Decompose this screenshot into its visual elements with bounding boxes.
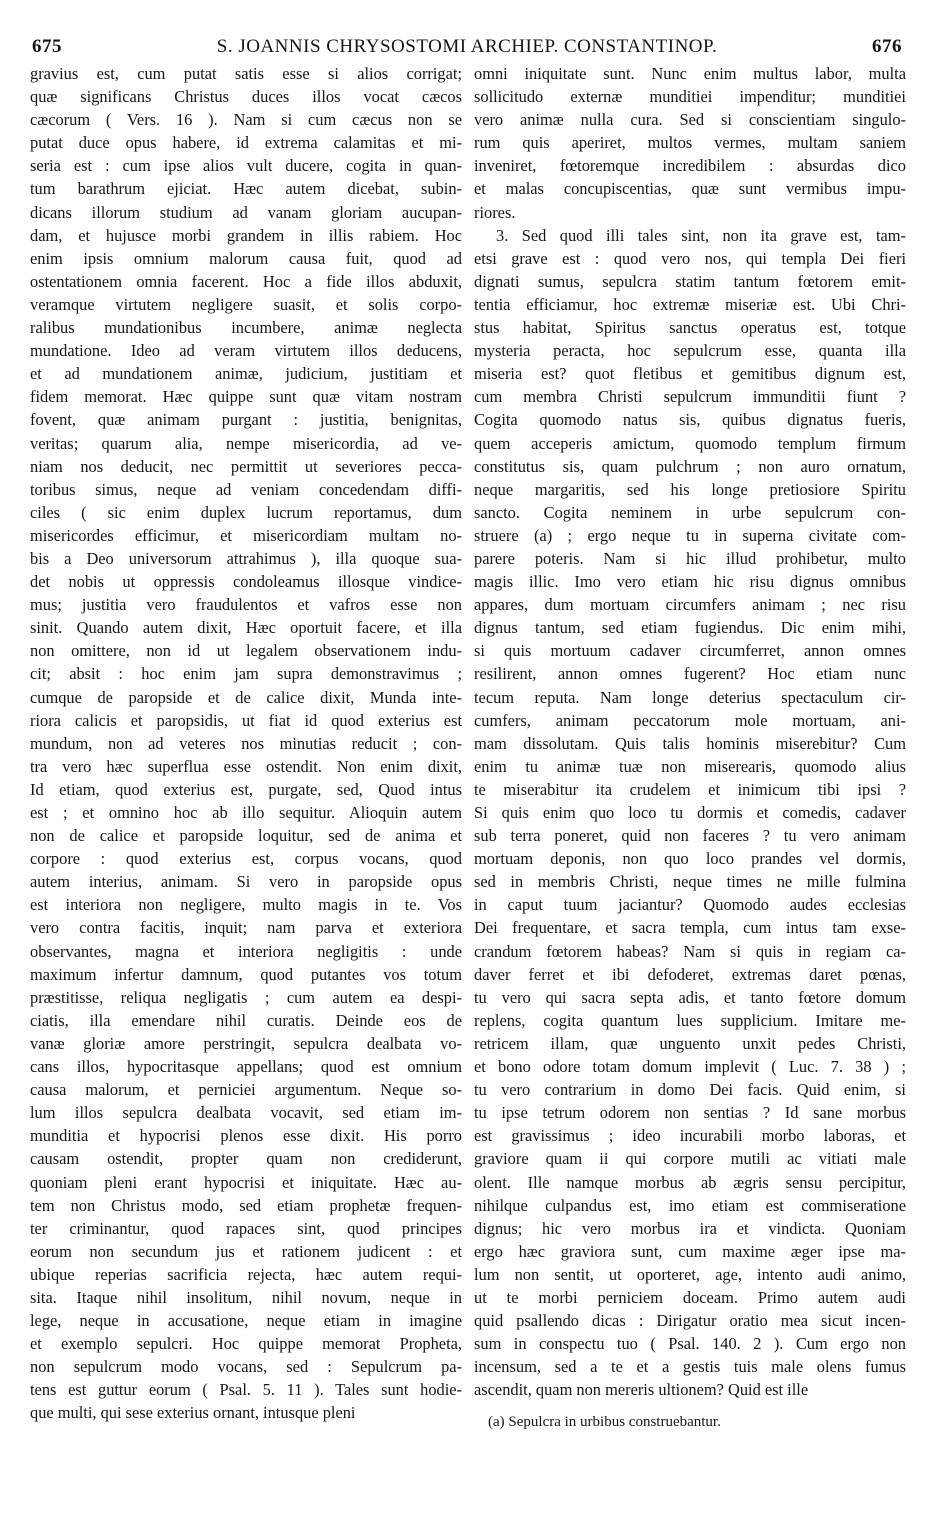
text-line: eorum non secundum jus et rationem judicent : et <box>30 1241 462 1261</box>
text-line: te miserabitur ita crudelem et inimicum tibi ipsi ? <box>474 779 906 799</box>
text-line: nihilque culpandus est, imo etiam est commiseratione <box>474 1195 906 1215</box>
page-number-left: 675 <box>32 36 62 57</box>
text-line: non omittere, non id ut legalem observationem indu- <box>30 641 462 661</box>
text-line: lege, neque in accusatione, neque etiam in imagine <box>30 1311 462 1331</box>
text-line: sita. Itaque nihil insolitum, nihil novum, neque in <box>30 1287 462 1307</box>
text-line: mam dissolutam. Quis talis hominis miserebitur? Cum <box>474 733 906 753</box>
text-line: tu ipse tetrum odorem non sentias ? Id sane morbus <box>474 1103 906 1123</box>
text-line: miseria est? quot fletibus et gemitibus dignum est, <box>474 364 906 384</box>
text-line: toribus simus, neque ad veniam concedendam diffi- <box>30 479 462 499</box>
text-line: enim tu animæ tuæ non miserearis, quomodo alius <box>474 756 906 776</box>
text-line: et ad mundationem animæ, judicium, justitiam et <box>30 364 462 384</box>
text-line: ralibus mundationibus incumbere, animæ neglecta <box>30 318 462 338</box>
text-line: Si quis enim quo loco tu dormis et comedis, cadaver <box>474 803 906 822</box>
text-line: est interiora non negligere, multo magis in te. Vos <box>30 895 462 915</box>
text-line: ter criminantur, quod rapaces sint, quod principes <box>30 1218 462 1238</box>
text-line: dignati sumus, sepulcra statim tantum fœtorem emit- <box>474 271 906 291</box>
text-line: ascendit, quam non mereris ultionem? Quid est ille <box>474 1380 809 1400</box>
text-line: struere (a) ; ergo neque tu in superna civitate com- <box>474 525 906 545</box>
text-line: in caput tuum jaciantur? Quomodo audes ecclesias <box>474 895 906 915</box>
text-line: tens est guttur eorum ( Psal. 5. 11 ). Tales sunt hodie- <box>30 1380 462 1400</box>
text-line: crandum fœtorem habeas? Nam si quis in regiam ca- <box>474 941 906 961</box>
text-line: enim ipsis omnium malorum causa fuit, quod ad <box>30 248 462 268</box>
text-line: lum non sentit, ut oporteret, age, intento audi animo, <box>474 1264 906 1284</box>
text-line: incensum, sed a te et a gestis tuis male olens fumus <box>474 1357 906 1377</box>
text-line: ubique reperias sacrificia rejecta, hæc autem requi- <box>30 1264 462 1284</box>
text-line: vero animæ nulla cura. Sed si conscientiam singulo- <box>474 110 906 130</box>
text-line: dam, et hujusce morbi grandem in illis rabiem. Hoc <box>30 225 462 245</box>
text-line: cum membra Christi sepulcrum immunditii fiunt ? <box>474 387 906 407</box>
text-line: ergo hæc graviora sunt, cum maxime æger ipse ma- <box>474 1241 906 1261</box>
right-column <box>474 62 906 1435</box>
text-line: dignus tantum, sed etiam fugiendus. Dic enim mihi, <box>474 618 906 638</box>
text-line: retricem illam, quæ unguento unxit pedes Christi, <box>474 1033 906 1053</box>
text-line: causam ostendit, propter quam non crediderunt, <box>30 1149 462 1169</box>
text-line: daver ferret et ibi defoderet, extremas daret pœnas, <box>474 964 906 984</box>
text-line: tu vero qui sacra septa adis, et tanto fœtore domum <box>474 987 906 1007</box>
text-line: sed in membris Christi, neque times ne mille fulmina <box>474 872 906 892</box>
text-line: cæcorum ( Vers. 16 ). Nam si cum cæcus non se <box>30 110 462 130</box>
text-line: bis a Deo universorum attrahimus ), illa quoque sua- <box>30 548 462 568</box>
text-line: ut te morbi perniciem doceam. Primo autem audi <box>474 1287 906 1307</box>
text-line: parere poteris. Nam si hic illud prohibetur, multo <box>474 548 906 568</box>
text-line: mortuam deponis, non quo loco prandes vel dormis, <box>474 849 906 869</box>
text-line: misericordes efficimur, et misericordiam multam no- <box>30 525 462 545</box>
text-line: riores. <box>474 202 516 222</box>
text-line: mundatione. Ideo ad veram virtutem illos deducens, <box>30 341 462 361</box>
text-line: vero contra facitis, inquit; nam parva et exteriora <box>30 918 462 938</box>
text-line: quoniam pleni erant hypocrisi et iniquitate. Hæc au- <box>30 1172 462 1192</box>
text-line: ostentationem omnia facerent. Hoc a fide illos abduxit, <box>30 271 462 291</box>
footnote: (a) Sepulcra in urbibus construebantur. <box>488 1414 721 1431</box>
text-line: tentia efficiamur, hoc extremæ miseriæ est. Ubi Chri- <box>474 294 906 314</box>
text-line: observantes, magna et interiora negligitis : unde <box>30 941 462 961</box>
text-line: riora calicis et paropsidis, ut fiat id quod exterius est <box>30 710 462 730</box>
text-line: rum quis aperiret, multos vermes, multam saniem <box>474 133 906 153</box>
text-line: omni iniquitate sunt. Nunc enim multus labor, multa <box>474 64 906 83</box>
text-line: etsi grave est : quod vero nos, qui templa Dei fieri <box>474 248 906 268</box>
text-line: olent. Ille namque morbus ab ægris sensu percipitur, <box>474 1172 906 1192</box>
text-line: sum in conspectu tuo ( Psal. 140. 2 ). Cum ergo non <box>474 1334 906 1354</box>
text-line: præstitisse, reliqua negligatis ; cum autem ea despi- <box>30 987 462 1007</box>
text-line: ciatis, illa emendare nihil curatis. Deinde eos de <box>30 1010 462 1030</box>
text-line: et bono odore totam domum implevit ( Luc. 7. 38 ) ; <box>474 1057 906 1077</box>
text-line: sollicitudo externæ munditiei impenditur; munditiei <box>474 87 906 107</box>
text-line: replens, cogita quantum lues supplicium. Imitare me- <box>474 1010 906 1030</box>
text-line: mundum, non ad veteres nos minutias reducit ; con- <box>30 733 462 753</box>
text-line: tecum reputa. Nam longe deterius spectaculum cir- <box>474 687 906 707</box>
text-line: et exemplo sepulcri. Hoc quippe memorat Propheta, <box>30 1334 462 1354</box>
text-line: 3. Sed quod illi tales sint, non ita grave est, tam- <box>496 225 906 245</box>
text-line: magis illic. Imo vero etiam hic risu dignus omnibus <box>474 572 906 592</box>
text-line: vanæ gloriæ amore perstringit, sepulcra dealbata vo- <box>30 1033 462 1053</box>
text-line: Dei frequentare, et sacra templa, cum intus tam exse- <box>474 918 906 938</box>
text-line: et malas concupiscentias, quæ sunt vermibus impu- <box>474 179 906 199</box>
text-line: est ; et omnino hoc ab illo sequitur. Alioquin autem <box>30 803 462 822</box>
text-line: cumfers, animam peccatorum mole mortuam, ani- <box>474 710 906 730</box>
text-line: mysteria peracta, hoc sepulcrum esse, quanta illa <box>474 341 906 361</box>
text-line: sancto. Cogita neminem in urbe sepulcrum con- <box>474 502 906 522</box>
text-line: quid psallendo dicas : Dirigatur oratio mea sicut incen- <box>474 1311 906 1331</box>
text-line: sinit. Quando autem dixit, Hæc oportuit facere, et illa <box>30 618 462 638</box>
text-line: lum illos sepulcra dealbata vocavit, sed etiam im- <box>30 1103 462 1123</box>
text-line: appares, dum mortuam circumfers animam ; nec risu <box>474 595 906 615</box>
running-title: S. JOANNIS CHRYSOSTOMI ARCHIEP. CONSTANTINOP. <box>216 36 718 57</box>
running-header <box>32 36 902 58</box>
text-line: munditia et hypocrisi plenos esse dixit. His porro <box>30 1126 462 1146</box>
text-line: tra vero hæc superflua esse ostendit. Non enim dixit, <box>30 756 462 776</box>
text-line: corpore : quod exterius est, corpus vocans, quod <box>30 849 462 869</box>
text-line: graviore quam ii qui corpore mutili ac vitiati male <box>474 1149 906 1169</box>
text-line: autem interius, animam. Si vero in paropside opus <box>30 872 462 892</box>
text-line: ciles ( sic enim duplex lucrum reportamus, dum <box>30 502 462 522</box>
text-line: si quis mortuum cadaver circumferret, annon omnes <box>474 641 906 661</box>
text-line: que multi, qui sese exterius ornant, intusque pleni <box>30 1403 356 1423</box>
text-line: veramque virtutem negligere suasit, et solis corpo- <box>30 294 462 314</box>
text-line: Id etiam, quod exterius est, purgate, sed, Quod intus <box>30 779 462 799</box>
footnote-spacer <box>474 1401 906 1411</box>
text-line: neque margaritis, sed his longe pretiosiore Spiritu <box>474 479 906 499</box>
text-line: det nobis ut oppressis condoleamus illosque vindice- <box>30 572 462 592</box>
text-line: causa malorum, et perniciei argumentum. Neque so- <box>30 1080 462 1100</box>
text-line: cumque de paropside et de calice dixit, Munda inte- <box>30 687 462 707</box>
text-line: gravius est, cum putat satis esse si alios corrigat; <box>30 64 462 83</box>
text-line: resilirent, annon omnes fugerent? Hoc etiam nunc <box>474 664 906 684</box>
text-line: dicans illorum studium ad vanam gloriam aucupan- <box>30 202 462 222</box>
text-line: putat duce opus habere, id extrema calamitas et mi- <box>30 133 462 153</box>
text-line: seria est : cum ipse alios vult ducere, cogita in quan- <box>30 156 462 176</box>
text-line: niam nos deducit, nec permittit ut severiores pecca- <box>30 456 462 476</box>
text-line: non de calice et paropside loquitur, sed de anima et <box>30 826 462 846</box>
text-line: sub terra poneret, quid non faceres ? tu vero animam <box>474 826 906 846</box>
text-line: stus habitat, Spiritus sanctus operatus est, totque <box>474 318 906 338</box>
text-line: mus; justitia vero fraudulentos et vafros esse non <box>30 595 462 615</box>
text-line: inveniret, fœtoremque incredibilem : absurdas dico <box>474 156 906 176</box>
text-line: Cogita quomodo natus sis, quibus dignatus fueris, <box>474 410 906 430</box>
text-line: quæ significans Christus duces illos vocat cæcos <box>30 87 462 107</box>
page-number-right: 676 <box>872 36 902 57</box>
text-line: fidem memorat. Hæc quippe sunt quæ vitam nostram <box>30 387 462 407</box>
text-line: veritas; quarum alia, nempe misericordia, ad ve- <box>30 433 462 453</box>
text-line: est gravissimus ; ideo incurabili morbo laboras, et <box>474 1126 906 1146</box>
text-line: non sepulcrum modo vocans, sed : Sepulcrum pa- <box>30 1357 462 1377</box>
text-line: tum barathrum ejiciat. Hæc autem dicebat, subin- <box>30 179 462 199</box>
text-line: dignus; hic vero morbus ira et vindicta. Quoniam <box>474 1218 906 1238</box>
text-line: tem non Christus modo, sed etiam prophetæ frequen- <box>30 1195 462 1215</box>
text-line: maximum infertur damnum, quod putantes vos totum <box>30 964 462 984</box>
text-line: cit; absit : hoc enim jam supra demonstravimus ; <box>30 664 462 684</box>
text-line: cans illos, hypocritasque appellans; quod est omnium <box>30 1057 462 1077</box>
text-line: tu vero contrarium in domo Dei facis. Quid enim, si <box>474 1080 906 1100</box>
text-line: fovent, quæ animam purgant : justitia, benignitas, <box>30 410 462 430</box>
text-line: constitutus sis, quam pulchrum ; non auro ornatum, <box>474 456 906 476</box>
left-column <box>30 62 462 1425</box>
text-line: quem acceperis amictum, quomodo templum firmum <box>474 433 906 453</box>
